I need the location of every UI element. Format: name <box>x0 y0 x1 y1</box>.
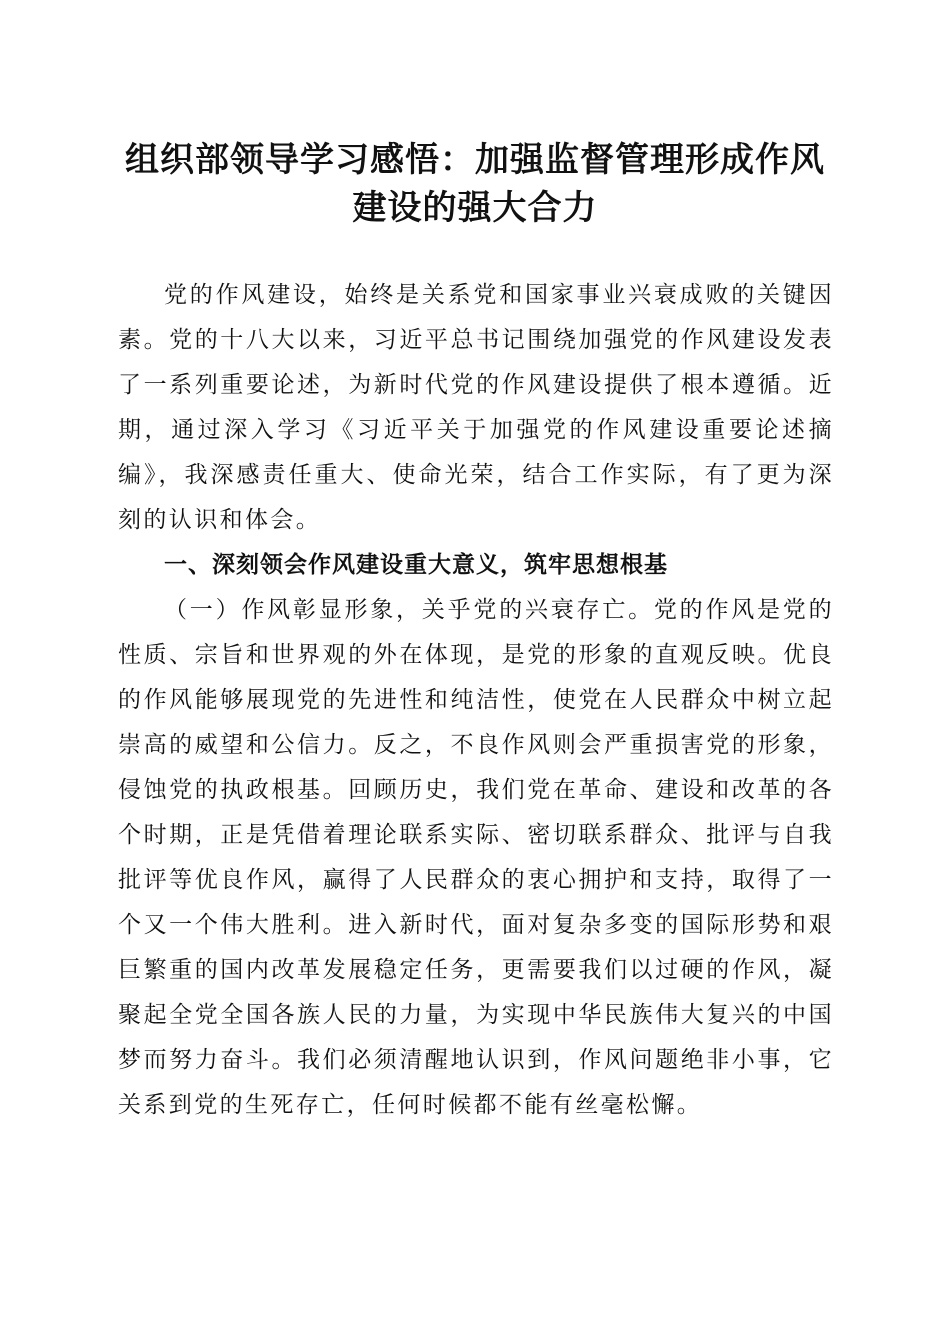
title-line-1: 组织部领导学习感悟：加强监督管理形成作风 <box>125 140 825 180</box>
section-heading: 一、深刻领会作风建设重大意义，筑牢思想根基 <box>164 552 668 578</box>
intro-paragraph: 党的作风建设，始终是关系党和国家事业兴衰成败的关键因素。党的十八大以来，习近平总书记围绕加强党的作风建设发表了一系列重要论述，为新时代党的作风建设提供了根本遵循。近期，通过深入学习《习近平关于加强党的作风建设重要论述摘编》，我深感责任重大、使命光荣，结合工作实际，有了更为深刻的认识和体会。 <box>118 282 834 533</box>
document-body <box>118 273 834 1128</box>
body-paragraph: （一）作风彰显形象，关乎党的兴衰存亡。党的作风是党的性质、宗旨和世界观的外在体现，是党的形象的直观反映。优良的作风能够展现党的先进性和纯洁性，使党在人民群众中树立起崇高的威望和公信力。反之，不良作风则会严重损害党的形象，侵蚀党的执政根基。回顾历史，我们党在革命、建设和改革的各个时期，正是凭借着理论联系实际、密切联系群众、批评与自我批评等优良作风，赢得了人民群众的衷心拥护和支持，取得了一个又一个伟大胜利。进入新时代，面对复杂多变的国际形势和艰巨繁重的国内改革发展稳定任务，更需要我们以过硬的作风，凝聚起全党全国各族人民的力量，为实现中华民族伟大复兴的中国梦而努力奋斗。我们必须清醒地认识到，作风问题绝非小事，它关系到党的生死存亡，任何时候都不能有丝毫松懈。 <box>118 597 834 1118</box>
title-line-2: 建设的强大合力 <box>352 188 598 228</box>
document-title <box>110 136 840 232</box>
